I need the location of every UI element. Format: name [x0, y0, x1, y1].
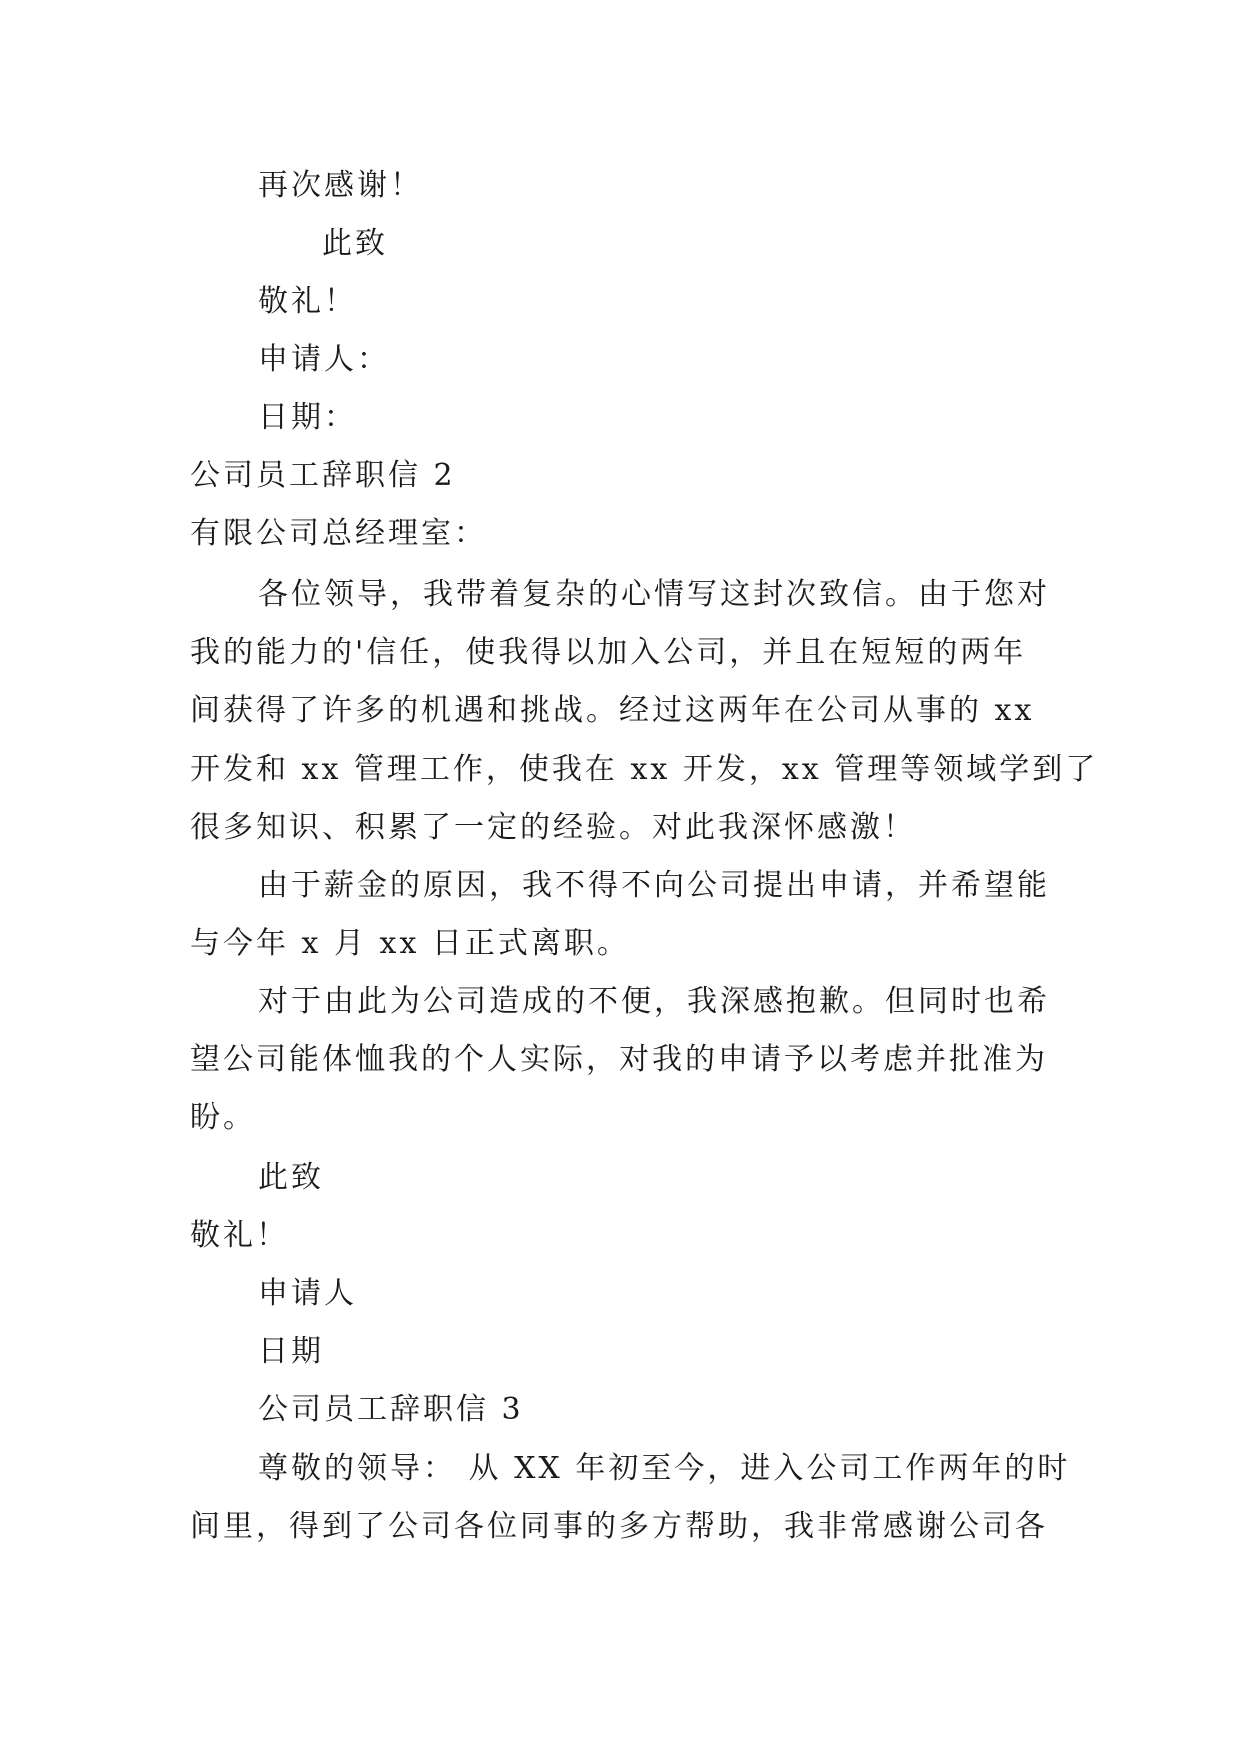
paragraph-line: 很多知识、积累了一定的经验。对此我深怀感激！ [190, 810, 916, 845]
paragraph-line: 对于由此为公司造成的不便，我深感抱歉。但同时也希 [258, 984, 1050, 1019]
salutation-cizhi: 此致 [258, 1160, 324, 1195]
salutation-jingli: 敬礼！ [258, 284, 357, 319]
paragraph-line: 间获得了许多的机遇和挑战。经过这两年在公司从事的 xx [190, 693, 1035, 728]
date-label: 日期： [258, 400, 357, 435]
paragraph-line: 由于薪金的原因，我不得不向公司提出申请，并希望能 [258, 868, 1050, 903]
paragraph-line: 与今年 x 月 xx 日正式离职。 [190, 926, 630, 961]
paragraph-line: 各位领导，我带着复杂的心情写这封次致信。由于您对 [258, 577, 1050, 612]
applicant-label: 申请人： [258, 342, 390, 377]
paragraph-line: 望公司能体恤我的个人实际，对我的申请予以考虑并批准为 [190, 1042, 1048, 1077]
closing-thanks: 再次感谢！ [258, 168, 423, 203]
paragraph-line: 间里，得到了公司各位同事的多方帮助，我非常感谢公司各 [190, 1509, 1048, 1544]
applicant-label: 申请人 [258, 1276, 357, 1311]
date-label: 日期 [258, 1334, 324, 1369]
letter-2-title: 公司员工辞职信 2 [190, 458, 456, 493]
salutation-cizhi: 此致 [322, 226, 388, 261]
salutation-jingli: 敬礼！ [190, 1218, 289, 1253]
paragraph-line: 尊敬的领导： 从 XX 年初至今，进入公司工作两年的时 [258, 1451, 1071, 1486]
letter-3-title: 公司员工辞职信 3 [258, 1392, 524, 1427]
paragraph-line: 我的能力的'信任，使我得以加入公司，并且在短短的两年 [190, 635, 1027, 670]
paragraph-line: 盼。 [190, 1100, 256, 1135]
paragraph-line: 开发和 xx 管理工作，使我在 xx 开发，xx 管理等领域学到了 [190, 752, 1099, 787]
letter-2-recipient: 有限公司总经理室： [190, 516, 487, 551]
